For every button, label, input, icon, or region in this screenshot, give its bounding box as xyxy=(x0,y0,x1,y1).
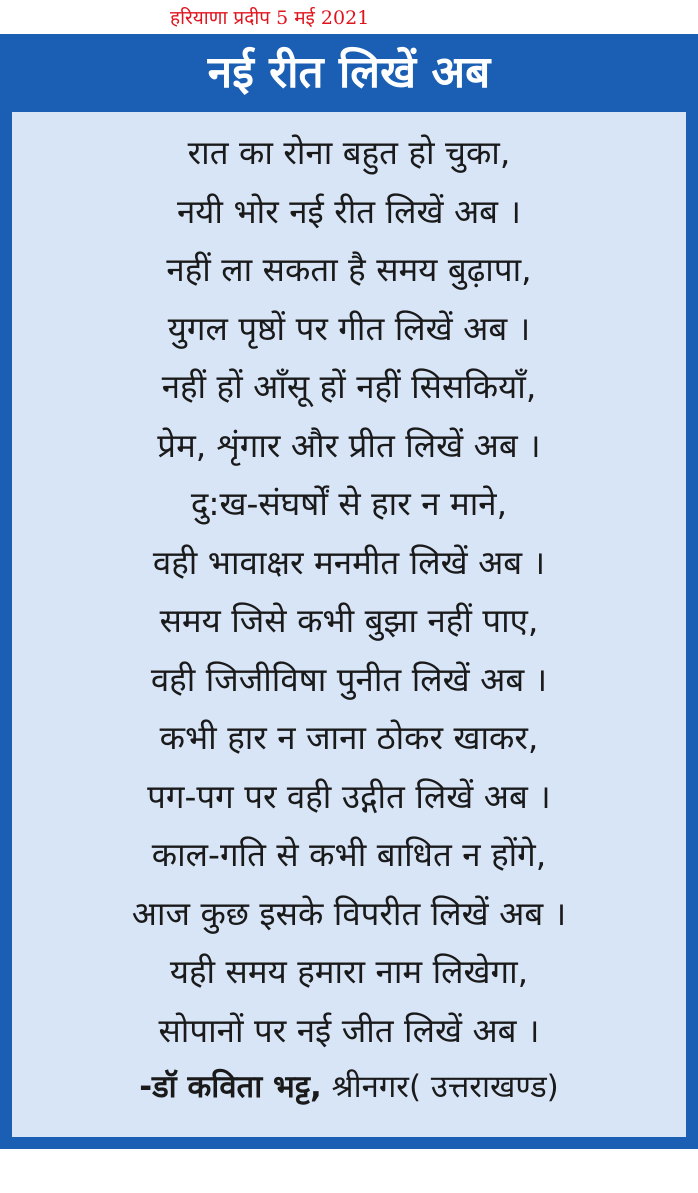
poet-location: श्रीनगर( उत्तराखण्ड) xyxy=(321,1069,559,1105)
poem-line: नहीं हों आँसू हों नहीं सिसकियाँ, xyxy=(161,367,537,406)
poem-line: आज कुछ इसके विपरीत लिखें अब । xyxy=(131,893,567,933)
poem-line: रात का रोना बहुत हो चुका, xyxy=(187,133,511,172)
poem-body xyxy=(0,112,698,1149)
newspaper-source-date: हरियाणा प्रदीप 5 मई 2021 xyxy=(170,7,370,29)
poet-signature xyxy=(139,1062,559,1112)
poem-title: नई रीत लिखें अब xyxy=(207,47,491,98)
poem-line: यही समय हमारा नाम लिखेगा, xyxy=(169,952,529,991)
poem-line: युगल पृष्ठों पर गीत लिखें अब । xyxy=(167,308,531,348)
poem-line: प्रेम, शृंगार और प्रीत लिखें अब । xyxy=(157,425,541,465)
poem-line: सोपानों पर नई जीत लिखें अब । xyxy=(158,1010,540,1050)
poem-line: कभी हार न जाना ठोकर खाकर, xyxy=(159,718,539,757)
poem-line: समय जिसे कभी बुझा नहीं पाए, xyxy=(159,601,539,640)
poem-line: नयी भोर नई रीत लिखें अब । xyxy=(176,191,522,231)
poem-line: नहीं ला सकता है समय बुढ़ापा, xyxy=(166,250,532,289)
poet-name: -डॉ कविता भट्ट, xyxy=(139,1069,322,1105)
poem-line: काल-गति से कभी बाधित न होंगे, xyxy=(151,835,547,874)
poem-panel xyxy=(0,34,698,1149)
poem-line: वही भावाक्षर मनमीत लिखें अब । xyxy=(152,542,546,582)
poem-line: पग-पग पर वही उद्गीत लिखें अब । xyxy=(147,776,551,816)
poem-line: वही जिजीविषा पुनीत लिखें अब । xyxy=(150,659,548,699)
poem-line: दु:ख-संघर्षों से हार न माने, xyxy=(190,484,508,523)
title-bar xyxy=(0,34,698,112)
